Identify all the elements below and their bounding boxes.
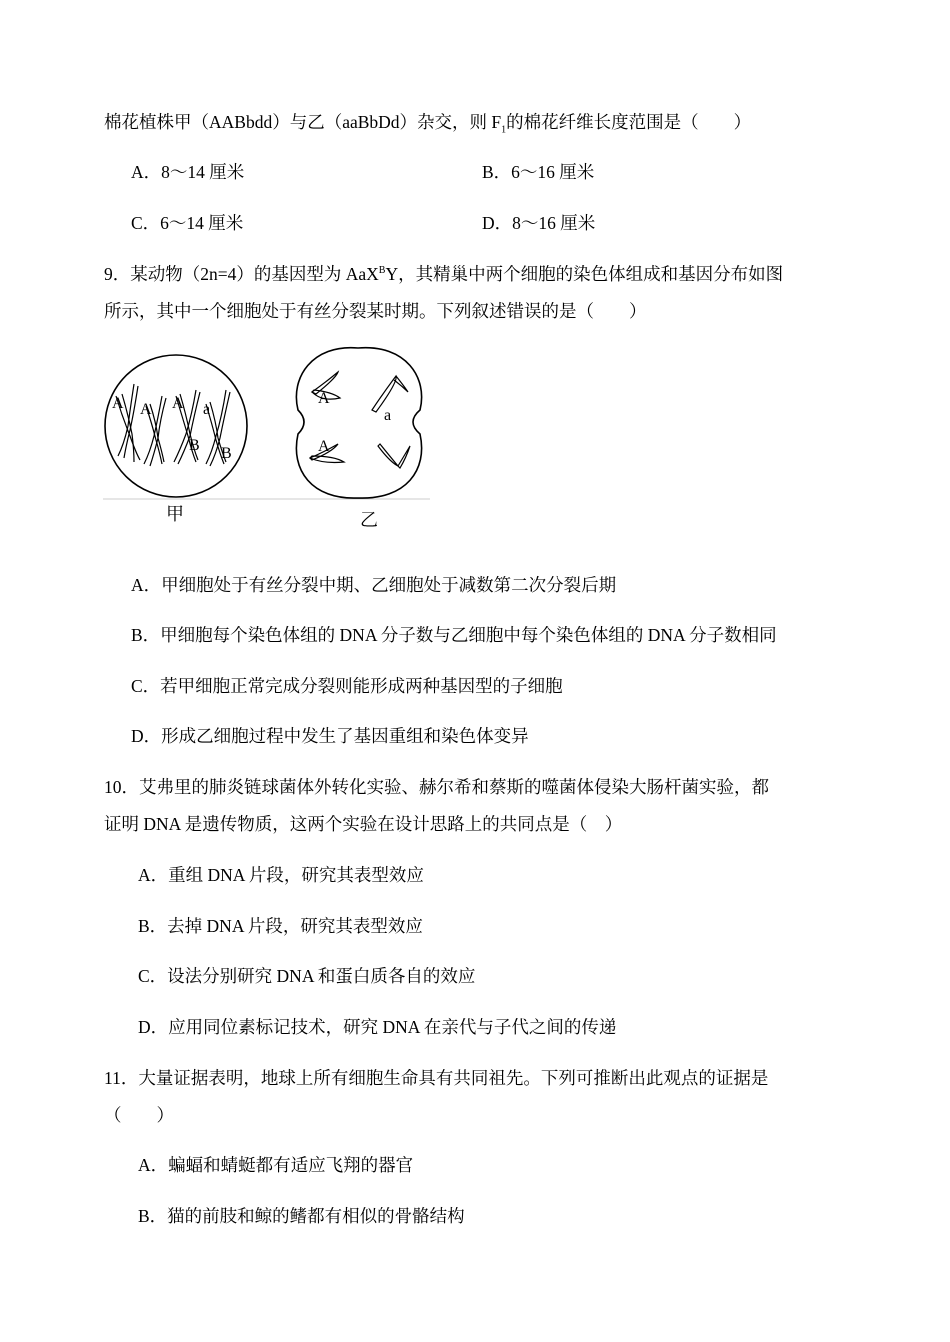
- cell-jia-caption: 甲: [166, 504, 184, 524]
- gene-label: A: [318, 438, 330, 455]
- q8-stem-sub: 1: [501, 124, 507, 136]
- gene-label: A: [318, 390, 330, 407]
- q8-stem: [104, 110, 751, 134]
- gene-label: A: [112, 395, 124, 412]
- q10-option-a[interactable]: A．重组 DNA 片段，研究其表型效应: [138, 865, 424, 885]
- q8-stem-b: 的棉花纤维长度范围是（ ）: [506, 112, 752, 132]
- q11-stem-line2: （ ）: [104, 1105, 174, 1125]
- gene-label: A: [172, 395, 184, 412]
- q8-option-d[interactable]: D．8～16 厘米: [482, 213, 596, 233]
- cell-yi-membrane: [296, 348, 421, 498]
- q9-option-b[interactable]: B．甲细胞每个染色体组的 DNA 分子数与乙细胞中每个染色体组的 DNA 分子数相同: [131, 625, 777, 645]
- q9-stem-line2: 所示，其中一个细胞处于有丝分裂某时期。下列叙述错误的是（ ）: [104, 301, 647, 321]
- gene-label: B: [221, 445, 232, 462]
- cell-yi-caption: 乙: [360, 510, 378, 530]
- q9-stem-line1-b: Y，其精巢中两个细胞的染色体组成和基因分布如图: [385, 264, 784, 284]
- q10-option-c[interactable]: C．设法分别研究 DNA 和蛋白质各自的效应: [138, 966, 476, 986]
- q9-option-c[interactable]: C．若甲细胞正常完成分裂则能形成两种基因型的子细胞: [131, 676, 563, 696]
- q11-stem-line1: 11．大量证据表明，地球上所有细胞生命具有共同祖先。下列可推断出此观点的证据是: [104, 1068, 769, 1088]
- q8-option-b[interactable]: B．6～16 厘米: [482, 162, 595, 182]
- q9-option-a[interactable]: A．甲细胞处于有丝分裂中期、乙细胞处于减数第二次分裂后期: [131, 575, 617, 595]
- q11-option-a[interactable]: A．蝙蝠和蜻蜓都有适应飞翔的器官: [138, 1155, 414, 1175]
- q9-option-d[interactable]: D．形成乙细胞过程中发生了基因重组和染色体变异: [131, 726, 529, 746]
- q9-cell-diagram: [100, 340, 440, 540]
- q8-option-a[interactable]: A．8～14 厘米: [131, 162, 245, 182]
- gene-label: B: [189, 437, 200, 454]
- q10-stem-line1: 10．艾弗里的肺炎链球菌体外转化实验、赫尔希和蔡斯的噬菌体侵染大肠杆菌实验，都: [104, 777, 769, 797]
- q10-option-b[interactable]: B．去掉 DNA 片段，研究其表型效应: [138, 916, 423, 936]
- q10-stem-line2: 证明 DNA 是遗传物质，这两个实验在设计思路上的共同点是（ ）: [104, 814, 623, 834]
- q8-option-c[interactable]: C．6～14 厘米: [131, 213, 244, 233]
- q9-cell-figure: [100, 340, 440, 540]
- q9-stem-line1: [104, 262, 783, 286]
- gene-label: a: [384, 407, 392, 424]
- gene-label: a: [203, 401, 211, 418]
- q11-option-b[interactable]: B．猫的前肢和鲸的鳍都有相似的骨骼结构: [138, 1206, 465, 1226]
- gene-label: A: [140, 401, 152, 418]
- q9-stem-sup: B: [378, 265, 386, 277]
- q8-stem-a: 棉花植株甲（AABbdd）与乙（aaBbDd）杂交，则 F: [104, 112, 502, 132]
- q9-stem-line1-a: 9．某动物（2n=4）的基因型为 AaX: [104, 264, 379, 284]
- q10-option-d[interactable]: D．应用同位素标记技术，研究 DNA 在亲代与子代之间的传递: [138, 1017, 617, 1037]
